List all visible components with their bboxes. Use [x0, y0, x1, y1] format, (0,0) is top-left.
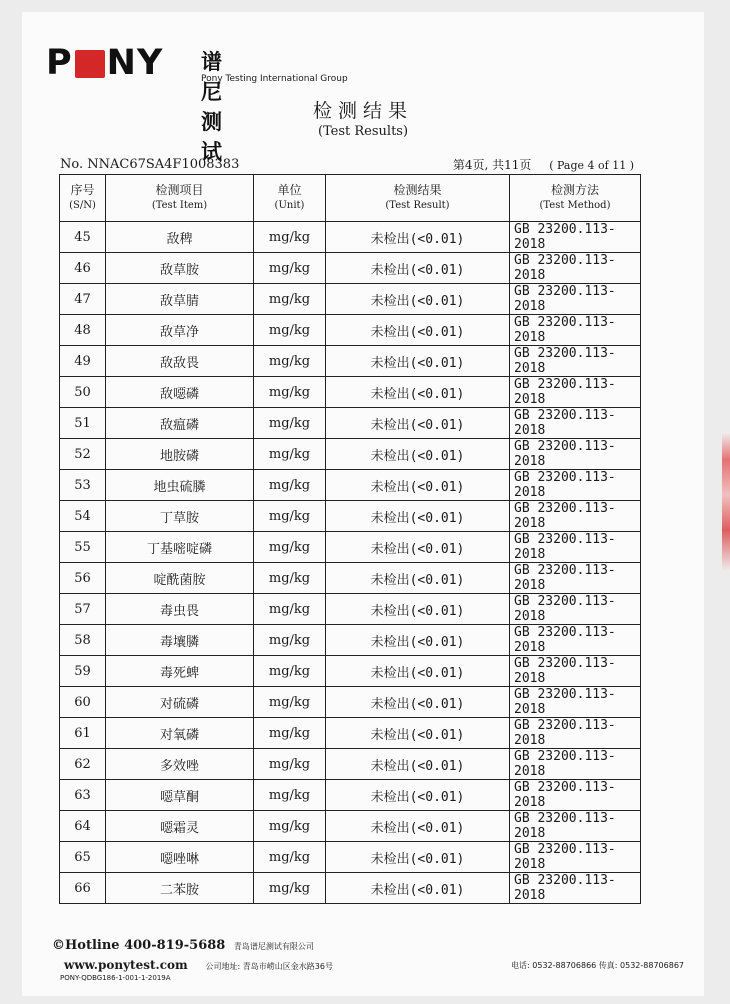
table-row: [60, 284, 641, 315]
header-unit: [254, 175, 326, 222]
logo-letter-left: P: [46, 43, 73, 83]
cell-test-method: GB 23200.113-2018: [510, 439, 641, 470]
report-number: No. NNAC67SA4F1008383: [60, 157, 240, 172]
hotline-number: ©Hotline 400-819-5688: [52, 938, 226, 953]
cell-test-result: 未检出(<0.01): [326, 749, 510, 780]
cell-test-result: 未检出(<0.01): [326, 811, 510, 842]
cell-test-method: GB 23200.113-2018: [510, 780, 641, 811]
table-row: [60, 563, 641, 594]
table-row: [60, 873, 641, 904]
page-footer: [52, 938, 692, 982]
cell-test-method: GB 23200.113-2018: [510, 873, 641, 904]
table-row: [60, 377, 641, 408]
cell-unit: mg/kg: [254, 284, 326, 315]
cell-test-method: GB 23200.113-2018: [510, 842, 641, 873]
cell-test-method: GB 23200.113-2018: [510, 749, 641, 780]
cell-sn: 66: [60, 873, 106, 904]
cell-sn: 49: [60, 346, 106, 377]
header-sn: [60, 175, 106, 222]
cell-test-item: 敌草腈: [106, 284, 254, 315]
cell-unit: mg/kg: [254, 408, 326, 439]
cell-test-item: 多效唑: [106, 749, 254, 780]
cell-sn: 55: [60, 532, 106, 563]
cell-test-result: 未检出(<0.01): [326, 656, 510, 687]
cell-test-item: 丁草胺: [106, 501, 254, 532]
logo-chinese-name: 谱尼测试: [201, 50, 230, 164]
cell-unit: mg/kg: [254, 749, 326, 780]
cell-sn: 62: [60, 749, 106, 780]
cell-test-item: 地胺磷: [106, 439, 254, 470]
cell-unit: mg/kg: [254, 873, 326, 904]
results-table: [59, 174, 641, 904]
cell-unit: mg/kg: [254, 811, 326, 842]
document-id: PONY-QDBG186-1-001-1-2019A: [60, 974, 171, 982]
cell-sn: 53: [60, 470, 106, 501]
cell-unit: mg/kg: [254, 842, 326, 873]
cell-test-result: 未检出(<0.01): [326, 873, 510, 904]
table-row: [60, 718, 641, 749]
cell-unit: mg/kg: [254, 222, 326, 253]
table-row: [60, 470, 641, 501]
cell-test-result: 未检出(<0.01): [326, 687, 510, 718]
hotline-line: [52, 938, 692, 953]
cell-test-method: GB 23200.113-2018: [510, 563, 641, 594]
cell-test-item: 敌草净: [106, 315, 254, 346]
cell-sn: 56: [60, 563, 106, 594]
cell-sn: 52: [60, 439, 106, 470]
seal-stamp-edge: [722, 432, 730, 572]
cell-test-item: 噁草酮: [106, 780, 254, 811]
cell-test-method: GB 23200.113-2018: [510, 470, 641, 501]
cell-unit: mg/kg: [254, 625, 326, 656]
cell-sn: 57: [60, 594, 106, 625]
table-row: [60, 315, 641, 346]
cell-test-item: 敌草胺: [106, 253, 254, 284]
header-unit-en: (Unit): [274, 200, 305, 211]
page-indicator-en: ( Page 4 of 11 ): [549, 159, 634, 172]
page-indicator: [453, 156, 634, 173]
cell-sn: 65: [60, 842, 106, 873]
cell-test-method: GB 23200.113-2018: [510, 501, 641, 532]
cell-test-item: 对氧磷: [106, 718, 254, 749]
table-row: [60, 780, 641, 811]
cell-test-result: 未检出(<0.01): [326, 532, 510, 563]
cell-sn: 60: [60, 687, 106, 718]
table-row: [60, 222, 641, 253]
cell-test-item: 丁基嘧啶磷: [106, 532, 254, 563]
cell-test-item: 二苯胺: [106, 873, 254, 904]
cell-test-method: GB 23200.113-2018: [510, 811, 641, 842]
cell-test-method: GB 23200.113-2018: [510, 315, 641, 346]
header-result-en: (Test Result): [385, 200, 450, 211]
table-header-row: [60, 175, 641, 222]
cell-test-result: 未检出(<0.01): [326, 253, 510, 284]
table-row: [60, 408, 641, 439]
cell-test-method: GB 23200.113-2018: [510, 253, 641, 284]
cell-test-item: 噁霜灵: [106, 811, 254, 842]
cell-test-method: GB 23200.113-2018: [510, 625, 641, 656]
cell-unit: mg/kg: [254, 563, 326, 594]
logo-red-mark: [75, 50, 105, 78]
cell-test-method: GB 23200.113-2018: [510, 687, 641, 718]
cell-test-result: 未检出(<0.01): [326, 377, 510, 408]
table-row: [60, 811, 641, 842]
cell-test-method: GB 23200.113-2018: [510, 594, 641, 625]
header-sn-en: (S/N): [69, 200, 96, 211]
cell-test-item: 敌瘟磷: [106, 408, 254, 439]
page-subtitle: (Test Results): [317, 124, 409, 139]
header-result-cn: 检测结果: [393, 183, 442, 197]
cell-sn: 47: [60, 284, 106, 315]
table-row: [60, 346, 641, 377]
cell-test-item: 噁唑啉: [106, 842, 254, 873]
company-address: 公司地址: 青岛市崂山区金水路36号: [205, 962, 333, 971]
cell-sn: 45: [60, 222, 106, 253]
page-indicator-cn: 第4页, 共11页: [452, 158, 532, 172]
footer-company: 青岛谱尼测试有限公司: [233, 942, 314, 951]
cell-test-item: 毒死蜱: [106, 656, 254, 687]
cell-test-item: 地虫硫膦: [106, 470, 254, 501]
cell-unit: mg/kg: [254, 253, 326, 284]
cell-sn: 51: [60, 408, 106, 439]
page-title: 检测结果: [312, 100, 413, 122]
cell-test-item: 毒壤膦: [106, 625, 254, 656]
cell-test-method: GB 23200.113-2018: [510, 346, 641, 377]
logo-english-name: Pony Testing International Group: [201, 74, 348, 84]
table-row: [60, 532, 641, 563]
table-row: [60, 656, 641, 687]
pony-wordmark: [46, 43, 164, 83]
cell-test-result: 未检出(<0.01): [326, 439, 510, 470]
cell-sn: 58: [60, 625, 106, 656]
cell-sn: 63: [60, 780, 106, 811]
table-row: [60, 749, 641, 780]
cell-sn: 54: [60, 501, 106, 532]
cell-test-item: 啶酰菌胺: [106, 563, 254, 594]
cell-test-method: GB 23200.113-2018: [510, 656, 641, 687]
header-method-cn: 检测方法: [550, 183, 599, 197]
table-row: [60, 687, 641, 718]
header-item-cn: 检测项目: [155, 183, 204, 197]
header-test-item: [106, 175, 254, 222]
cell-unit: mg/kg: [254, 346, 326, 377]
table-row: [60, 594, 641, 625]
cell-unit: mg/kg: [254, 377, 326, 408]
cell-sn: 48: [60, 315, 106, 346]
cell-test-result: 未检出(<0.01): [326, 408, 510, 439]
cell-test-method: GB 23200.113-2018: [510, 408, 641, 439]
cell-test-result: 未检出(<0.01): [326, 780, 510, 811]
table-row: [60, 625, 641, 656]
cell-test-item: 敌稗: [106, 222, 254, 253]
table-body: [60, 222, 641, 904]
cell-sn: 46: [60, 253, 106, 284]
header-test-result: [326, 175, 510, 222]
cell-test-result: 未检出(<0.01): [326, 501, 510, 532]
table-row: [60, 501, 641, 532]
cell-unit: mg/kg: [254, 439, 326, 470]
table-row: [60, 439, 641, 470]
cell-test-item: 敌敌畏: [106, 346, 254, 377]
header-sn-cn: 序号: [70, 183, 95, 197]
table-row: [60, 842, 641, 873]
cell-sn: 61: [60, 718, 106, 749]
cell-unit: mg/kg: [254, 532, 326, 563]
cell-test-result: 未检出(<0.01): [326, 470, 510, 501]
cell-sn: 50: [60, 377, 106, 408]
cell-unit: mg/kg: [254, 315, 326, 346]
cell-unit: mg/kg: [254, 656, 326, 687]
cell-test-method: GB 23200.113-2018: [510, 532, 641, 563]
cell-test-item: 敌噁磷: [106, 377, 254, 408]
cell-test-result: 未检出(<0.01): [326, 625, 510, 656]
cell-sn: 59: [60, 656, 106, 687]
header-test-method: [510, 175, 641, 222]
header-unit-cn: 单位: [277, 183, 302, 197]
cell-unit: mg/kg: [254, 718, 326, 749]
cell-test-result: 未检出(<0.01): [326, 284, 510, 315]
header-method-en: (Test Method): [539, 200, 611, 211]
cell-test-result: 未检出(<0.01): [326, 346, 510, 377]
cell-test-result: 未检出(<0.01): [326, 718, 510, 749]
cell-sn: 64: [60, 811, 106, 842]
cell-unit: mg/kg: [254, 501, 326, 532]
cell-test-item: 毒虫畏: [106, 594, 254, 625]
report-page: [22, 12, 704, 996]
website-link[interactable]: www.ponytest.com: [64, 958, 188, 972]
table-row: [60, 253, 641, 284]
cell-unit: mg/kg: [254, 687, 326, 718]
header-item-en: (Test Item): [151, 200, 208, 211]
cell-test-method: GB 23200.113-2018: [510, 377, 641, 408]
logo-letter-right: NY: [106, 43, 164, 83]
cell-test-method: GB 23200.113-2018: [510, 284, 641, 315]
cell-unit: mg/kg: [254, 594, 326, 625]
cell-test-result: 未检出(<0.01): [326, 842, 510, 873]
cell-test-method: GB 23200.113-2018: [510, 222, 641, 253]
company-logo: [46, 43, 348, 164]
cell-test-result: 未检出(<0.01): [326, 222, 510, 253]
cell-test-result: 未检出(<0.01): [326, 563, 510, 594]
cell-test-result: 未检出(<0.01): [326, 594, 510, 625]
cell-test-item: 对硫磷: [106, 687, 254, 718]
cell-test-method: GB 23200.113-2018: [510, 718, 641, 749]
phone-fax: 电话: 0532-88706866 传真: 0532-88706867: [511, 961, 684, 970]
cell-unit: mg/kg: [254, 470, 326, 501]
cell-unit: mg/kg: [254, 780, 326, 811]
cell-test-result: 未检出(<0.01): [326, 315, 510, 346]
